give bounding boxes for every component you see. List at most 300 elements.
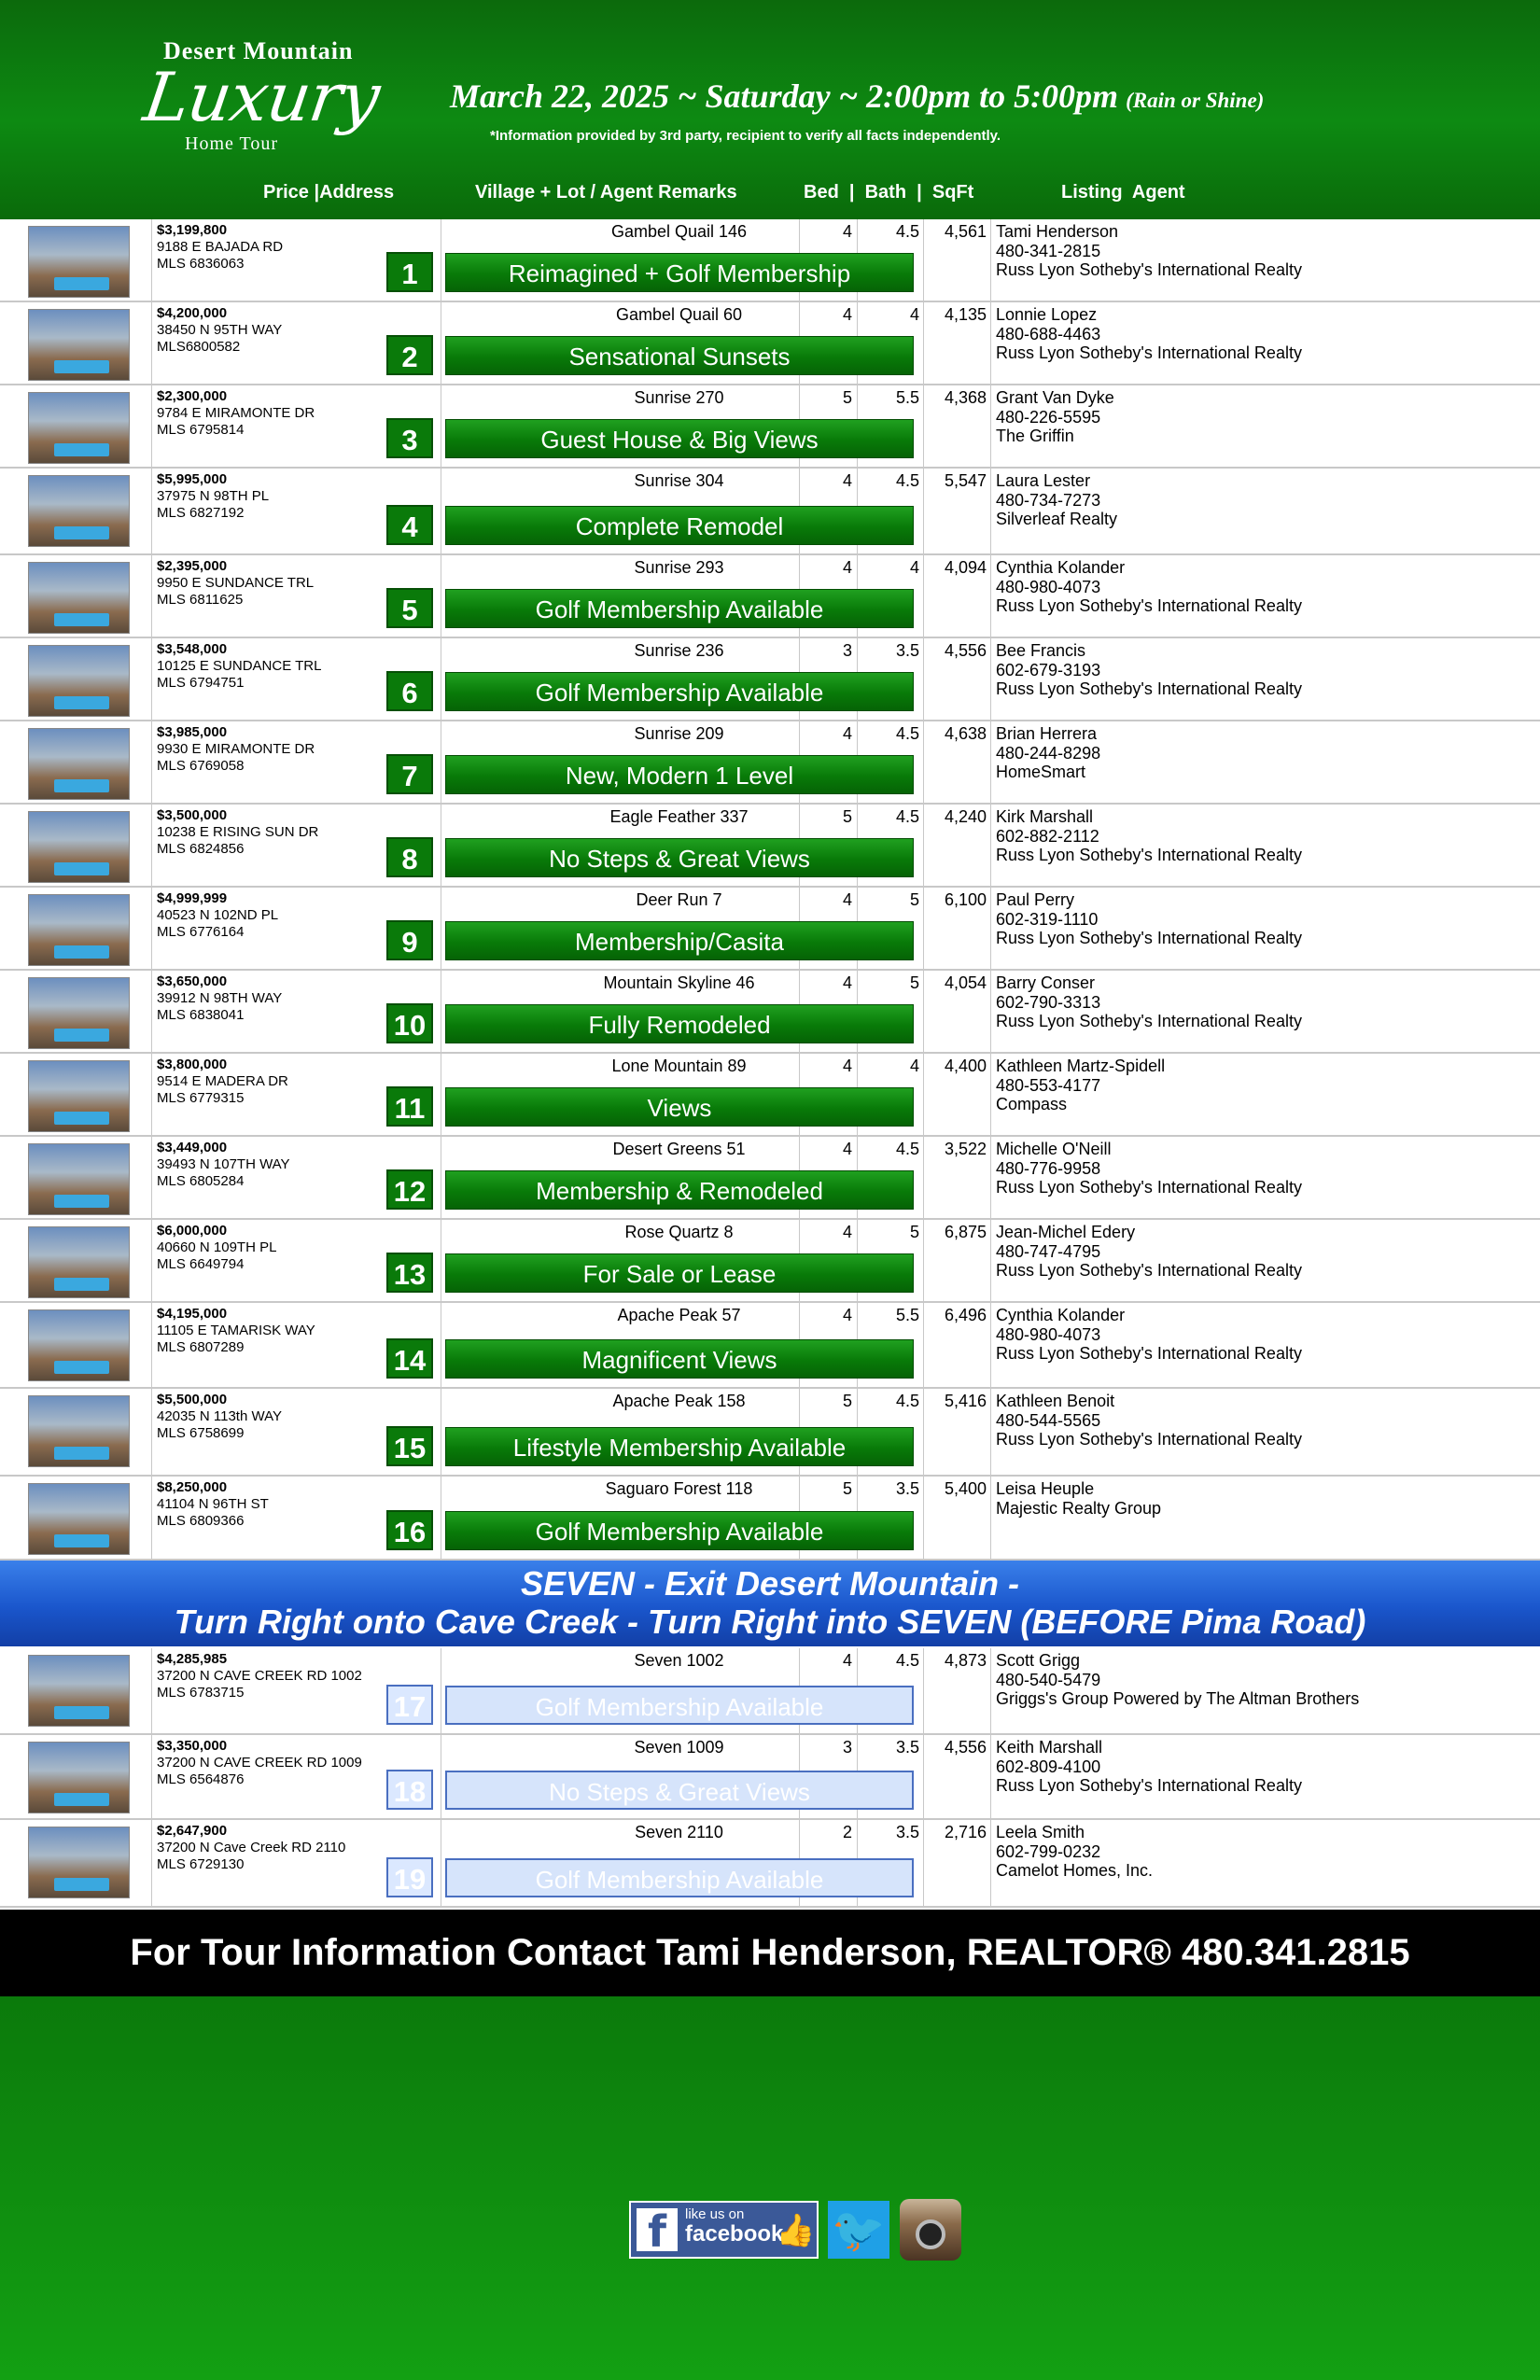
listing-agent: [996, 1738, 1302, 1796]
listing-mls: MLS 6824856: [157, 841, 245, 857]
listing-address: 9514 E MADERA DR: [157, 1073, 288, 1089]
listing-agent: [996, 1140, 1302, 1197]
agent-brokerage: Russ Lyon Sotheby's International Realty: [996, 1178, 1302, 1197]
agent-phone: 480-688-4463: [996, 324, 1101, 343]
listing-bed: 5: [842, 388, 852, 407]
listing-sqft: 4,561: [944, 222, 987, 241]
agent-name: Grant Van Dyke: [996, 388, 1114, 407]
listing-mls: MLS 6811625: [157, 592, 244, 608]
listing-bed: 5: [842, 1479, 852, 1498]
agent-name: Jean-Michel Edery: [996, 1223, 1136, 1241]
listing-village-lot: Seven 2110: [635, 1823, 723, 1841]
page-header: [0, 0, 1540, 219]
listing-row: [0, 721, 1540, 805]
listing-mls: MLS 6564876: [157, 1771, 245, 1787]
listing-photo: [28, 1483, 130, 1555]
listing-sqft: 5,400: [944, 1479, 987, 1498]
listing-row: [0, 385, 1540, 469]
listing-mls: MLS 6836063: [157, 256, 245, 272]
listing-bed: 3: [842, 1738, 852, 1757]
column-header-price-address: Price |Address: [263, 182, 395, 203]
agent-name: Laura Lester: [996, 471, 1091, 490]
listing-agent: [996, 388, 1114, 446]
listing-village-lot: Seven 1002: [634, 1651, 724, 1670]
agent-name: Kirk Marshall: [996, 807, 1094, 826]
agent-name: Bee Francis: [996, 641, 1086, 660]
listing-bath: 4.5: [895, 724, 919, 743]
listing-bath: 4.5: [895, 471, 919, 490]
agent-name: Cynthia Kolander: [996, 558, 1126, 577]
listing-price: $2,300,000: [157, 388, 228, 404]
listing-mls: MLS 6729130: [157, 1856, 245, 1872]
listing-agent: [996, 641, 1302, 699]
listing-address: 11105 E TAMARISK WAY: [157, 1323, 315, 1338]
listing-address: 37200 N CAVE CREEK RD 1009: [157, 1755, 362, 1771]
listing-agent: [996, 222, 1302, 280]
listing-village-lot: Sunrise 209: [634, 724, 724, 743]
listing-bed: 4: [842, 1057, 852, 1075]
agent-name: Brian Herrera: [996, 724, 1098, 743]
listing-village-lot: Rose Quartz 8: [624, 1223, 734, 1241]
listing-photo: [28, 309, 130, 381]
listing-remark: Complete Remodel: [445, 506, 914, 545]
listing-row: [0, 1389, 1540, 1477]
agent-name: Kathleen Benoit: [996, 1392, 1115, 1410]
agent-brokerage: Russ Lyon Sotheby's International Realty: [996, 1344, 1302, 1363]
listing-number: 3: [386, 418, 433, 458]
listing-mls: MLS 6783715: [157, 1685, 245, 1701]
listing-address: 9950 E SUNDANCE TRL: [157, 575, 315, 591]
listing-row: [0, 1054, 1540, 1137]
listing-agent: [996, 471, 1117, 529]
listing-row: [0, 1220, 1540, 1303]
listing-number: 5: [386, 588, 433, 628]
listing-village-lot: Seven 1009: [634, 1738, 724, 1757]
listing-village-lot: Desert Greens 51: [612, 1140, 746, 1158]
agent-brokerage: Russ Lyon Sotheby's International Realty: [996, 260, 1302, 279]
listing-address: 9930 E MIRAMONTE DR: [157, 741, 315, 757]
seven-listings-table: [0, 1646, 1540, 1910]
tour-date: [450, 77, 1264, 116]
facebook-logo-icon: f: [637, 2208, 678, 2251]
agent-name: Michelle O'Neill: [996, 1140, 1112, 1158]
listing-price: $4,999,999: [157, 890, 228, 906]
agent-brokerage: Russ Lyon Sotheby's International Realty: [996, 343, 1302, 362]
camera-lens-icon: [916, 2219, 945, 2249]
listing-agent: [996, 1479, 1161, 1518]
listing-photo: [28, 1309, 130, 1381]
listing-number: 6: [386, 671, 433, 711]
agent-phone: 480-980-4073: [996, 577, 1101, 596]
listing-village-lot: Eagle Feather 337: [609, 807, 749, 826]
listing-mls: MLS 6794751: [157, 675, 245, 691]
listing-photo: [28, 1827, 130, 1898]
listing-remark: Golf Membership Available: [445, 672, 914, 711]
listing-number: 7: [386, 754, 433, 794]
listing-address: 39493 N 107TH WAY: [157, 1156, 290, 1172]
listing-bath: 3.5: [895, 1479, 919, 1498]
listing-price: $4,200,000: [157, 305, 228, 321]
agent-brokerage: Compass: [996, 1095, 1068, 1113]
listing-agent: [996, 1306, 1302, 1364]
banner-line-1: SEVEN - Exit Desert Mountain -: [520, 1564, 1020, 1603]
listing-sqft: 4,240: [944, 807, 987, 826]
listing-address: 10238 E RISING SUN DR: [157, 824, 319, 840]
listing-agent: [996, 973, 1302, 1031]
listing-bed: 5: [842, 807, 852, 826]
agent-phone: 480-244-8298: [996, 743, 1101, 763]
listing-remark: Golf Membership Available: [445, 1511, 914, 1550]
listing-row: [0, 555, 1540, 638]
listing-agent: [996, 890, 1302, 948]
listing-row: [0, 805, 1540, 888]
listing-number: 15: [386, 1426, 433, 1466]
listing-remark: Lifestyle Membership Available: [445, 1427, 914, 1466]
agent-phone: 480-540-5479: [996, 1670, 1101, 1689]
listing-mls: MLS 6838041: [157, 1007, 245, 1023]
listing-row: [0, 638, 1540, 721]
listing-remark: Golf Membership Available: [445, 589, 914, 628]
listing-sqft: 6,875: [944, 1223, 987, 1241]
agent-brokerage: Russ Lyon Sotheby's International Realty: [996, 679, 1302, 698]
agent-brokerage: The Griffin: [996, 427, 1074, 445]
listing-bath: 5.5: [895, 1306, 919, 1324]
agent-phone: 480-544-5565: [996, 1410, 1101, 1430]
listing-number: 18: [386, 1770, 433, 1810]
facebook-name-text: facebook: [685, 2221, 784, 2247]
agent-phone: 480-341-2815: [996, 241, 1101, 260]
listing-remark: Guest House & Big Views: [445, 419, 914, 458]
listing-remark: No Steps & Great Views: [445, 1771, 914, 1810]
listing-number: 8: [386, 837, 433, 877]
agent-brokerage: Griggs's Group Powered by The Altman Brothers: [996, 1689, 1360, 1708]
column-header-listing-agent: Listing Agent: [1061, 182, 1185, 203]
listing-agent: [996, 558, 1302, 616]
listing-row: [0, 1820, 1540, 1908]
listing-remark: Membership & Remodeled: [445, 1170, 914, 1210]
listing-sqft: 4,054: [944, 973, 987, 992]
agent-brokerage: Russ Lyon Sotheby's International Realty: [996, 1012, 1302, 1030]
listing-remark: No Steps & Great Views: [445, 838, 914, 877]
listing-bed: 4: [842, 222, 852, 241]
logo-top-text: Desert Mountain: [163, 37, 354, 64]
listing-sqft: 5,547: [944, 471, 987, 490]
listing-agent: [996, 1651, 1359, 1709]
disclaimer: *Information provided by 3rd party, recipient to verify all facts independently.: [490, 128, 1001, 144]
listing-agent: [996, 305, 1302, 363]
listing-row: [0, 302, 1540, 385]
agent-brokerage: Russ Lyon Sotheby's International Realty: [996, 1261, 1302, 1280]
listing-bed: 4: [842, 1140, 852, 1158]
listing-address: 38450 N 95TH WAY: [157, 322, 283, 338]
facebook-icon[interactable]: [629, 2201, 819, 2259]
listing-bath: 5: [909, 1223, 919, 1241]
agent-phone: 480-747-4795: [996, 1241, 1101, 1261]
listing-mls: MLS 6795814: [157, 422, 245, 438]
agent-brokerage: Russ Lyon Sotheby's International Realty: [996, 846, 1302, 864]
agent-phone: 602-809-4100: [996, 1757, 1101, 1776]
agent-name: Lonnie Lopez: [996, 305, 1098, 324]
listing-number: 11: [386, 1086, 433, 1127]
listing-sqft: 5,416: [944, 1392, 987, 1410]
listing-mls: MLS 6779315: [157, 1090, 245, 1106]
agent-brokerage: Camelot Homes, Inc.: [996, 1861, 1154, 1880]
listing-bath: 3.5: [895, 1738, 919, 1757]
listing-bed: 4: [842, 890, 852, 909]
listing-village-lot: Gambel Quail 60: [615, 305, 743, 324]
listing-row: [0, 469, 1540, 555]
listing-photo: [28, 562, 130, 634]
listing-mls: MLS 6649794: [157, 1256, 245, 1272]
thumbs-up-icon: 👍: [776, 2213, 816, 2248]
listing-bath: 4.5: [895, 1140, 919, 1158]
listing-photo: [28, 894, 130, 966]
listing-price: $6,000,000: [157, 1223, 228, 1239]
listing-address: 10125 E SUNDANCE TRL: [157, 658, 322, 674]
listing-bath: 3.5: [895, 641, 919, 660]
directions-banner: [0, 1561, 1540, 1646]
listing-bath: 4: [909, 558, 919, 577]
listing-address: 42035 N 113th WAY: [157, 1408, 282, 1424]
column-header-bed-bath-sqft: Bed | Bath | SqFt: [804, 182, 974, 203]
agent-brokerage: Majestic Realty Group: [996, 1498, 1162, 1518]
listing-sqft: 4,400: [944, 1057, 987, 1075]
listing-mls: MLS 6805284: [157, 1173, 245, 1189]
agent-name: Keith Marshall: [996, 1738, 1103, 1757]
listing-remark: Golf Membership Available: [445, 1858, 914, 1897]
listing-village-lot: Lone Mountain 89: [611, 1057, 747, 1075]
listing-remark: Sensational Sunsets: [445, 336, 914, 375]
agent-phone: 602-882-2112: [996, 826, 1099, 846]
listing-number: 14: [386, 1338, 433, 1379]
contact-bar: For Tour Information Contact Tami Henderson, REALTOR® 480.341.2815: [0, 1910, 1540, 1996]
listing-number: 17: [386, 1685, 433, 1725]
listing-bath: 4.5: [895, 1392, 919, 1410]
agent-name: Scott Grigg: [996, 1651, 1081, 1670]
listing-photo: [28, 1655, 130, 1727]
listing-address: 39912 N 98TH WAY: [157, 990, 283, 1006]
agent-phone: 602-799-0232: [996, 1841, 1101, 1861]
listing-bed: 3: [842, 641, 852, 660]
tour-date-text: March 22, 2025 ~ Saturday ~ 2:00pm to 5:00pm: [450, 77, 1119, 115]
listing-number: 19: [386, 1857, 433, 1897]
listing-address: 9188 E BAJADA RD: [157, 239, 284, 255]
listing-mls: MLS 6807289: [157, 1339, 245, 1355]
listing-price: $8,250,000: [157, 1479, 228, 1495]
listing-bed: 4: [842, 973, 852, 992]
listing-price: $3,199,800: [157, 222, 228, 238]
listing-bed: 4: [842, 1223, 852, 1241]
listing-mls: MLS6800582: [157, 339, 241, 355]
listing-address: 41104 N 96TH ST: [157, 1496, 269, 1512]
listing-photo: [28, 645, 130, 717]
listing-bed: 5: [842, 1392, 852, 1410]
listing-agent: [996, 1823, 1153, 1881]
listing-agent: [996, 1223, 1302, 1281]
listing-row: [0, 1303, 1540, 1389]
listing-row: [0, 1648, 1540, 1735]
listing-remark: For Sale or Lease: [445, 1253, 914, 1293]
listing-price: $4,285,985: [157, 1651, 228, 1667]
agent-phone: 602-790-3313: [996, 992, 1101, 1012]
listing-photo: [28, 1742, 130, 1813]
agent-brokerage: Russ Lyon Sotheby's International Realty: [996, 929, 1302, 947]
listing-bath: 5: [909, 890, 919, 909]
listing-row: [0, 1735, 1540, 1820]
listing-photo: [28, 1060, 130, 1132]
listing-remark: New, Modern 1 Level: [445, 755, 914, 794]
listing-village-lot: Sunrise 304: [634, 471, 724, 490]
listing-village-lot: Sunrise 236: [634, 641, 724, 660]
listing-sqft: 4,556: [944, 641, 987, 660]
listing-bed: 4: [842, 724, 852, 743]
listing-remark: Views: [445, 1087, 914, 1127]
listing-row: [0, 971, 1540, 1054]
listing-bed: 4: [842, 558, 852, 577]
listing-village-lot: Mountain Skyline 46: [603, 973, 755, 992]
listing-mls: MLS 6827192: [157, 505, 245, 521]
listing-mls: MLS 6776164: [157, 924, 245, 940]
listing-address: 37975 N 98TH PL: [157, 488, 270, 504]
listing-bath: 4: [909, 305, 919, 324]
listing-price: $2,395,000: [157, 558, 228, 574]
listing-photo: [28, 977, 130, 1049]
listing-bed: 4: [842, 1306, 852, 1324]
listing-number: 12: [386, 1169, 433, 1210]
listing-remark: Membership/Casita: [445, 921, 914, 960]
listing-photo: [28, 392, 130, 464]
listing-number: 9: [386, 920, 433, 960]
listing-sqft: 4,094: [944, 558, 987, 577]
listing-sqft: 6,100: [944, 890, 987, 909]
listing-number: 4: [386, 505, 433, 545]
listing-number: 16: [386, 1510, 433, 1550]
listing-sqft: 4,556: [944, 1738, 987, 1757]
listing-price: $5,500,000: [157, 1392, 228, 1407]
listings-table: [0, 219, 1540, 1561]
listing-photo: [28, 1395, 130, 1467]
logo-script-text: Luxury: [139, 58, 385, 136]
listing-village-lot: Gambel Quail 146: [610, 222, 748, 241]
listing-remark: Magnificent Views: [445, 1339, 914, 1379]
agent-brokerage: Silverleaf Realty: [996, 510, 1118, 528]
facebook-like-text: like us on: [685, 2206, 745, 2222]
agent-phone: 480-980-4073: [996, 1324, 1101, 1344]
agent-name: Paul Perry: [996, 890, 1075, 909]
agent-phone: 480-226-5595: [996, 407, 1101, 427]
listing-photo: [28, 1226, 130, 1298]
agent-brokerage: Russ Lyon Sotheby's International Realty: [996, 1776, 1302, 1795]
listing-price: $5,995,000: [157, 471, 228, 487]
listing-sqft: 6,496: [944, 1306, 987, 1324]
agent-brokerage: HomeSmart: [996, 763, 1086, 781]
agent-name: Leisa Heuple: [996, 1479, 1095, 1498]
listing-price: $3,548,000: [157, 641, 228, 657]
listing-village-lot: Sunrise 270: [634, 388, 724, 407]
listing-number: 1: [386, 252, 433, 292]
listing-agent: [996, 1392, 1302, 1449]
tour-note: (Rain or Shine): [1126, 89, 1265, 112]
listing-bed: 4: [842, 471, 852, 490]
listing-price: $3,985,000: [157, 724, 228, 740]
listing-row: [0, 1137, 1540, 1220]
listing-photo: [28, 811, 130, 883]
listing-bed: 4: [842, 305, 852, 324]
listing-row: [0, 1477, 1540, 1561]
agent-phone: 480-776-9958: [996, 1158, 1101, 1178]
listing-agent: [996, 724, 1100, 782]
agent-brokerage: Russ Lyon Sotheby's International Realty: [996, 596, 1302, 615]
listing-price: $2,647,900: [157, 1823, 228, 1839]
listing-bath: 5: [909, 973, 919, 992]
listing-sqft: 3,522: [944, 1140, 987, 1158]
agent-phone: 602-679-3193: [996, 660, 1101, 679]
listing-sqft: 4,368: [944, 388, 987, 407]
listing-village-lot: Apache Peak 57: [617, 1306, 741, 1324]
listing-address: 9784 E MIRAMONTE DR: [157, 405, 315, 421]
listing-agent: [996, 807, 1302, 865]
listing-photo: [28, 475, 130, 547]
listing-price: $4,195,000: [157, 1306, 228, 1322]
listing-bath: 4.5: [895, 222, 919, 241]
agent-name: Tami Henderson: [996, 222, 1119, 241]
listing-sqft: 4,135: [944, 305, 987, 324]
listing-price: $3,800,000: [157, 1057, 228, 1072]
listing-village-lot: Saguaro Forest 118: [605, 1479, 753, 1498]
listing-bath: 4.5: [895, 1651, 919, 1670]
listing-address: 37200 N Cave Creek RD 2110: [157, 1840, 346, 1855]
listing-bath: 5.5: [895, 388, 919, 407]
listing-bath: 4: [909, 1057, 919, 1075]
listing-bed: 2: [842, 1823, 852, 1841]
listing-sqft: 2,716: [944, 1823, 987, 1841]
agent-name: Leela Smith: [996, 1823, 1085, 1841]
logo-bottom-text: Home Tour: [185, 133, 278, 154]
listing-bath: 3.5: [895, 1823, 919, 1841]
listing-sqft: 4,873: [944, 1651, 987, 1670]
listing-price: $3,350,000: [157, 1738, 228, 1754]
twitter-icon[interactable]: 🐦: [828, 2201, 889, 2259]
listing-remark: Fully Remodeled: [445, 1004, 914, 1043]
listing-row: [0, 888, 1540, 971]
listing-sqft: 4,638: [944, 724, 987, 743]
listing-photo: [28, 1143, 130, 1215]
listing-number: 10: [386, 1003, 433, 1043]
agent-name: Kathleen Martz-Spidell: [996, 1057, 1166, 1075]
listing-price: $3,449,000: [157, 1140, 228, 1155]
listing-village-lot: Apache Peak 158: [612, 1392, 746, 1410]
listing-bed: 4: [842, 1651, 852, 1670]
listing-price: $3,650,000: [157, 973, 228, 989]
listing-address: 40523 N 102ND PL: [157, 907, 279, 923]
listing-remark: Golf Membership Available: [445, 1686, 914, 1725]
listing-mls: MLS 6758699: [157, 1425, 245, 1441]
listing-photo: [28, 226, 130, 298]
listing-address: 40660 N 109TH PL: [157, 1239, 277, 1255]
listing-agent: [996, 1057, 1165, 1114]
agent-phone: 602-319-1110: [996, 909, 1099, 929]
instagram-icon[interactable]: [900, 2199, 961, 2261]
listing-mls: MLS 6809366: [157, 1513, 245, 1529]
listing-price: $3,500,000: [157, 807, 228, 823]
agent-brokerage: Russ Lyon Sotheby's International Realty: [996, 1430, 1302, 1449]
listing-photo: [28, 728, 130, 800]
listing-mls: MLS 6769058: [157, 758, 245, 774]
listing-village-lot: Sunrise 293: [634, 558, 724, 577]
listing-number: 2: [386, 335, 433, 375]
listing-address: 37200 N CAVE CREEK RD 1002: [157, 1668, 362, 1684]
listing-village-lot: Deer Run 7: [636, 890, 722, 909]
